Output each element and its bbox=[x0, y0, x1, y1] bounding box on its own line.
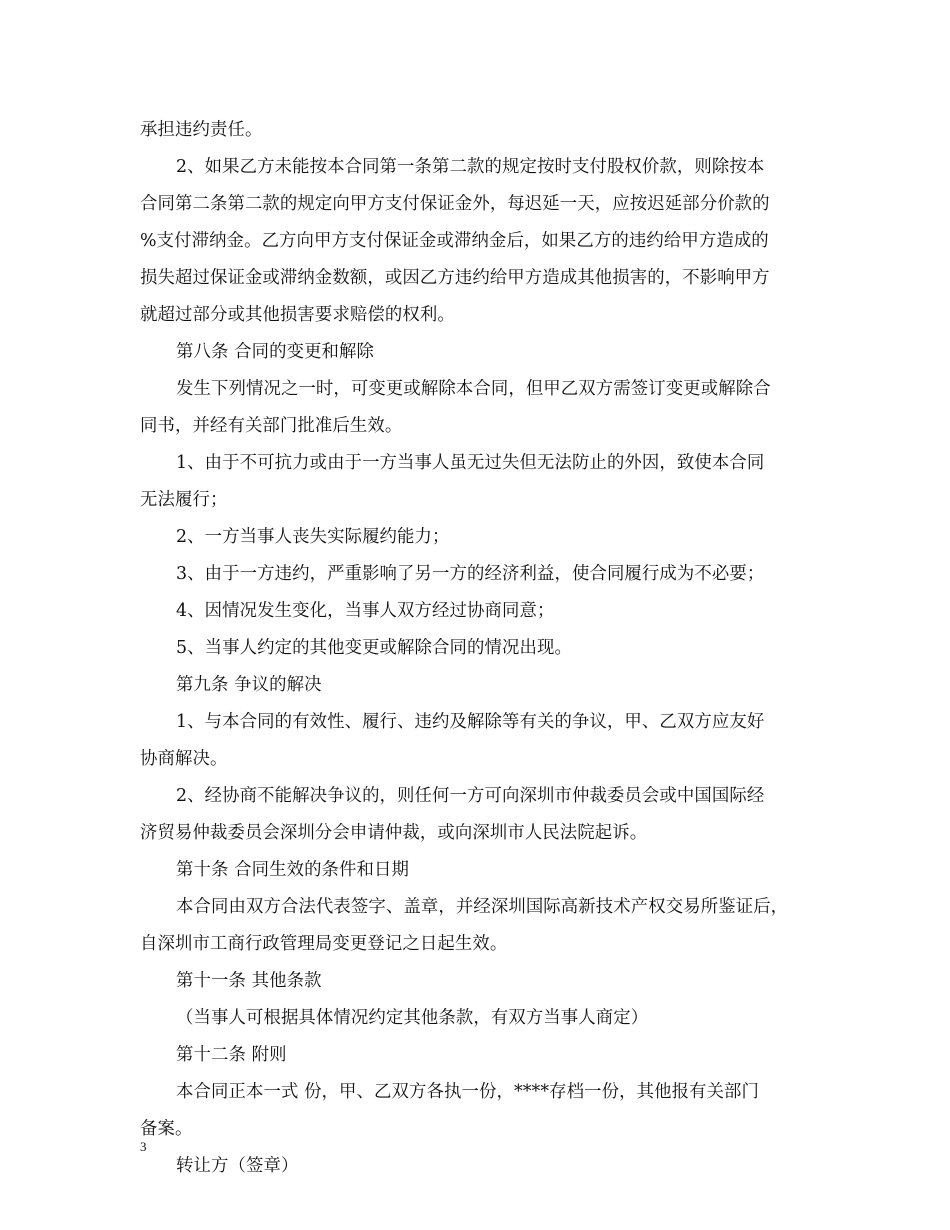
text-line: 第九条 争议的解决 bbox=[176, 675, 322, 695]
text-line: 本合同由双方合法代表签字、盖章，并经深圳国际高新技术产权交易所鉴证后， bbox=[176, 897, 789, 917]
text-line: 损失超过保证金或滞纳金数额，或因乙方违约给甲方造成其他损害的，不影响甲方 bbox=[140, 268, 770, 288]
text-line: 第十一条 其他条款 bbox=[176, 971, 322, 991]
text-line: 协商解决。 bbox=[140, 749, 228, 769]
text-line: 2、如果乙方未能按本合同第一条第二款的规定按时支付股权价款，则除按本 bbox=[176, 157, 765, 177]
page-number: 3 bbox=[140, 1139, 147, 1154]
text-line: 2、经协商不能解决争议的，则任何一方可向深圳市仲裁委员会或中国国际经 bbox=[176, 786, 765, 806]
text-line: 合同第二条第二款的规定向甲方支付保证金外，每迟延一天，应按迟延部分价款的 bbox=[140, 194, 770, 214]
text-line: （当事人可根据具体情况约定其他条款，有双方当事人商定） bbox=[176, 1008, 649, 1028]
text-line: 就超过部分或其他损害要求赔偿的权利。 bbox=[140, 305, 455, 325]
text-line: 备案。 bbox=[140, 1119, 193, 1139]
text-line: 1、由于不可抗力或由于一方当事人虽无过失但无法防止的外因，致使本合同 bbox=[176, 453, 765, 473]
text-line: 无法履行； bbox=[140, 490, 228, 510]
text-line: 第十条 合同生效的条件和日期 bbox=[176, 860, 410, 880]
text-line: 转让方（签章） bbox=[176, 1156, 299, 1176]
text-line: 发生下列情况之一时，可变更或解除本合同，但甲乙双方需签订变更或解除合 bbox=[176, 379, 771, 399]
text-line: 3、由于一方违约，严重影响了另一方的经济利益，使合同履行成为不必要； bbox=[176, 564, 765, 584]
text-line: %支付滞纳金。乙方向甲方支付保证金或滞纳金后，如果乙方的违约给甲方造成的 bbox=[140, 231, 769, 251]
text-line: 5、当事人约定的其他变更或解除合同的情况出现。 bbox=[176, 638, 572, 658]
text-line: 济贸易仲裁委员会深圳分会申请仲裁，或向深圳市人民法院起诉。 bbox=[140, 823, 648, 843]
text-line: 承担违约责任。 bbox=[140, 120, 263, 140]
text-line: 2、一方当事人丧失实际履约能力； bbox=[176, 527, 450, 547]
text-line: 本合同正本一式 份，甲、乙双方各执一份，****存档一份，其他报有关部门 bbox=[176, 1082, 760, 1102]
text-line: 自深圳市工商行政管理局变更登记之日起生效。 bbox=[140, 934, 508, 954]
text-line: 第八条 合同的变更和解除 bbox=[176, 342, 375, 362]
text-line: 第十二条 附则 bbox=[176, 1045, 287, 1065]
text-line: 1、与本合同的有效性、履行、违约及解除等有关的争议，甲、乙双方应友好 bbox=[176, 712, 765, 732]
text-line: 4、因情况发生变化，当事人双方经过协商同意； bbox=[176, 601, 555, 621]
text-line: 同书，并经有关部门批准后生效。 bbox=[140, 416, 403, 436]
document-body bbox=[140, 112, 820, 1185]
